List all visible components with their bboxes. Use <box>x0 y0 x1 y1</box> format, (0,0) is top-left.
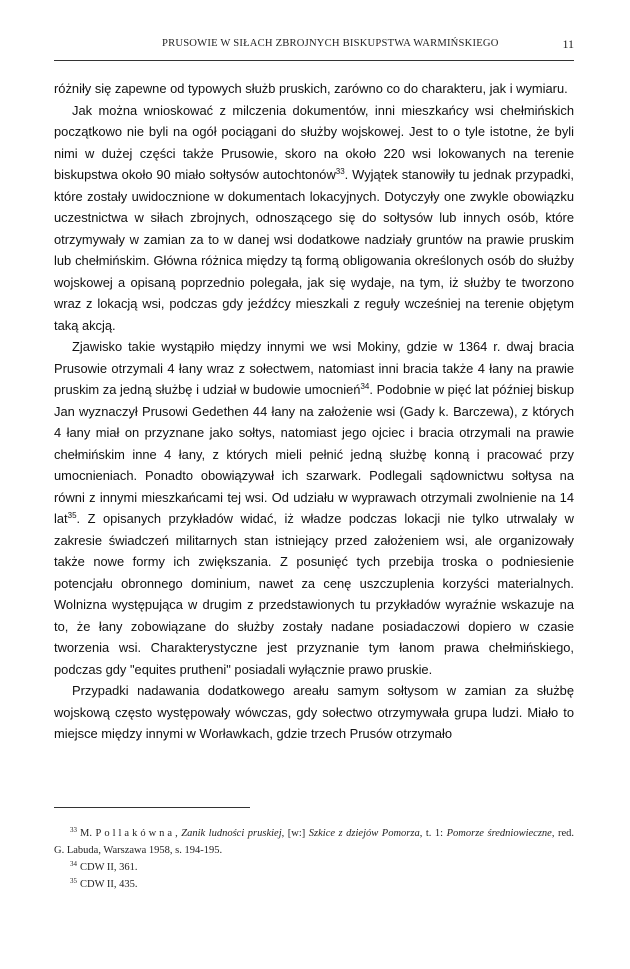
paragraph-text: różniły się zapewne od typowych służb pruskich, zarówno co do charakteru, jak i wymiaru. <box>54 81 568 96</box>
footnote <box>54 876 574 893</box>
footnote-text: CDW II, 435. <box>80 879 138 890</box>
main-text <box>54 78 574 745</box>
footnote-ref: 33 <box>335 167 345 176</box>
footnote-text: Pollakówna <box>95 828 176 839</box>
page-header <box>54 38 574 56</box>
footnote-text: Zanik ludności pruskiej <box>181 828 282 839</box>
paragraph-text: Przypadki nadawania dodatkowego areału samym sołtysom w zamian za służbę wojskową często występowały wówczas, gdy sołectwo otrzymywała grupa ludzi. Miało to miejsce między innymi w Worławkach, gdzie trzech Prusów otrzymało <box>54 683 574 741</box>
footnote-text: , t. 1: <box>419 828 447 839</box>
footnote-text: , <box>175 828 182 839</box>
paragraph-text: . Podobnie w pięć lat później biskup Jan wyznaczył Prusowi Gedethen 44 łany na założenie wsi (Gady k. Barczewa), z których 4 łany miał on przyznane jako sołtys, natomiast jego ojciec i bracia otrzymali na prawie chełmińskim inne 4 łany, z których mieli pełnić jedną służbę konną i pracować przy umocnieniach. Ponadto obowiązywał ich szarwark. Podlegali sądownictwu sołtysa na równi z innymi mieszkańcami tej wsi. Od udziału w wyprawach otrzymali zwolnienie na 14 lat <box>54 382 574 526</box>
footnote <box>54 825 574 859</box>
header-rule <box>54 60 574 61</box>
footnote-text: M. <box>80 828 96 839</box>
footnote-text: , red. G. Labuda, Warszawa 1958, s. 194-195. <box>54 828 575 856</box>
footnote <box>54 859 574 876</box>
footnote-number: 35 <box>70 877 77 885</box>
footnote-text: CDW II, 361. <box>80 862 138 873</box>
footnote-number: 34 <box>70 860 77 868</box>
body-paragraph <box>54 100 574 337</box>
footnote-ref: 34 <box>360 382 370 391</box>
footnote-number: 33 <box>70 826 77 834</box>
footnote-separator <box>54 807 250 808</box>
paragraph-text: Zjawisko takie wystąpiło między innymi we wsi Mokiny, gdzie w 1364 r. dwaj bracia Prusowie otrzymali 4 łany wraz z sołectwem, natomiast inni bracia także 4 łany na prawie pruskim za jedną służbę i udział w budowie umocnień <box>54 339 574 397</box>
running-title: PRUSOWIE W SIŁACH ZBROJNYCH BISKUPSTWA WARMIŃSKIEGO <box>162 38 499 49</box>
footnote-text: , [w:] <box>281 828 309 839</box>
page-number: 11 <box>562 37 574 51</box>
body-paragraph <box>54 680 574 745</box>
body-paragraph <box>54 78 574 100</box>
paragraph-text: Jak można wnioskować z milczenia dokumentów, inni mieszkańcy wsi chełmińskich początkowo nie byli na ogół pociągani do służby wojskowej. Jest to o tyle istotne, że byli nimi w dużej części także Prusowie, skoro na około 220 wsi lokowanych na terenie biskupstwa około 90 miało sołtysów autochtonów <box>54 102 574 182</box>
footnotes <box>54 825 574 893</box>
paragraph-text: . Z opisanych przykładów widać, iż władze podczas lokacji nie tylko utrwalały w zakresie świadczeń militarnych stan istniejący przed założeniem wsi, ale organizowały także nowe formy ich zwiększania. Z posunięć tych przebija troska o podniesienie potencjału obronnego dominium, nawet za cenę uszczuplenia korzyści materialnych. Wolnizna występująca w drugim z przedstawionych tu przykładów wyraźnie wskazuje na to, że łany zobowiązane do służby zostały nadane posiadaczowi dopiero w czasie tworzenia wsi. Charakterystyczne jest przyznanie tym łanom prawa chełmińskiego, podczas gdy "equites prutheni" posiadali wyłącznie prawo pruskie. <box>54 511 574 677</box>
footnote-text: Szkice z dziejów Pomorza <box>308 828 420 839</box>
footnote-ref: 35 <box>67 511 77 520</box>
paragraph-text: . Wyjątek stanowiły tu jednak przypadki, które zostały uwidocznione w dokumentach lokacyjnych. Dotyczyły one zwykle obowiązku uczestnictwa w siłach zbrojnych, odnoszącego się do sołtysów lub innych osób, które otrzymywały w zamian za to w danej wsi dodatkowe nadziały gruntów na prawie pruskim lub chełmińskim. Główna różnica między tą formą obligowania określonych osób do służby wojskowej a opisaną poprzednio polegała, jak się wydaje, na tym, iż służby te tworzono wraz z lokacją wsi, podczas gdy jeźdźcy mieszkali z reguły wcześniej na terenie objętym taką akcją. <box>54 167 574 333</box>
body-paragraph <box>54 336 574 680</box>
footnote-text: Pomorze średniowieczne <box>446 828 552 839</box>
